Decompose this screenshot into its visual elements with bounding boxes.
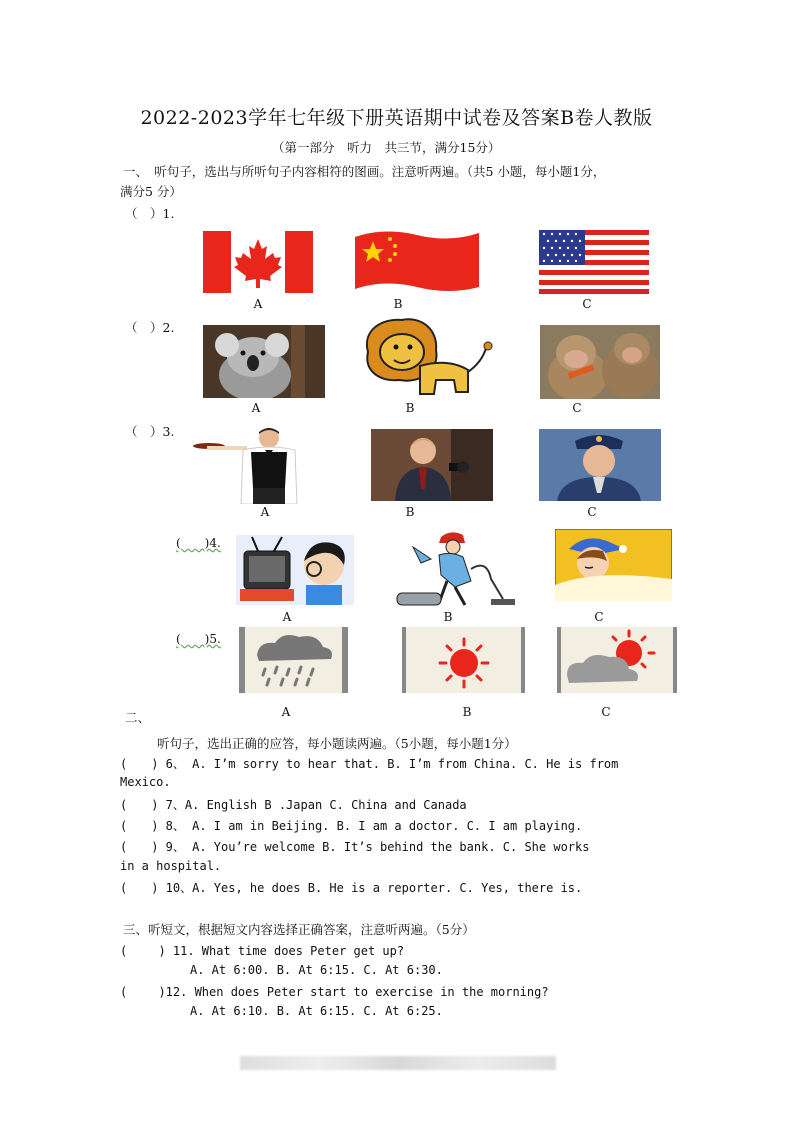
q3-option-b-label: B	[405, 505, 415, 519]
boy-watching-tv-image	[236, 531, 354, 605]
question-6: ( ) 6、 A. I’m sorry to hear that. B. I’m from China. C. He is from	[120, 757, 619, 771]
q4-option-b-label: B	[443, 610, 453, 624]
section1-instruction-line2: 满分5 分）	[120, 184, 182, 199]
question-5-label: ( )5.	[176, 632, 221, 646]
question-12-options: A. At 6:10. B. At 6:15. C. At 6:25.	[190, 1004, 443, 1018]
waiter-image	[193, 426, 315, 504]
q4-option-c-label: C	[594, 610, 604, 624]
page-title: 2022-2023学年七年级下册英语期中试卷及答案B卷人教版	[140, 107, 653, 129]
q1-option-a-label: A	[253, 297, 263, 311]
section3-instruction: 三、听短文，根据短文内容选择正确答案，注意听两遍。（5分）	[123, 922, 475, 937]
lion-cartoon-image	[358, 314, 506, 400]
police-officer-image	[539, 429, 661, 501]
monkeys-image	[540, 325, 660, 399]
koala-image	[203, 325, 325, 398]
question-11-options: A. At 6:00. B. At 6:15. C. At 6:30.	[190, 963, 443, 977]
question-2-label: （ ）2.	[125, 320, 175, 335]
footer-watermark	[240, 1056, 556, 1070]
part-header: （第一部分 听力 共三节，满分15分）	[272, 140, 501, 155]
question-11: ( ) 11. What time does Peter get up?	[120, 944, 405, 958]
q5-option-b-label: B	[462, 705, 472, 719]
section2-number: 二、	[125, 710, 151, 725]
person-vacuuming-image	[391, 529, 519, 609]
question-6-continued: Mexico.	[120, 775, 171, 789]
q2-option-b-label: B	[405, 401, 415, 415]
q5-option-c-label: C	[601, 705, 611, 719]
question-1-label: （ ）1.	[125, 206, 175, 221]
q2-option-a-label: A	[251, 401, 261, 415]
usa-flag-image	[539, 230, 649, 294]
section2-instruction: 听句子，选出正确的应答，每小题读两遍。（5小题，每小题1分）	[157, 736, 517, 751]
q1-option-b-label: B	[393, 297, 403, 311]
question-7: ( ) 7、A. English B .Japan C. China and Canada	[120, 798, 467, 812]
question-10: ( ) 10、A. Yes, he does B. He is a reporter. C. Yes, there is.	[120, 881, 583, 895]
question-8: ( ) 8、 A. I am in Beijing. B. I am a doctor. C. I am playing.	[120, 819, 583, 833]
question-3-label: （ ）3.	[125, 424, 175, 439]
rain-weather-image	[239, 627, 348, 693]
reporter-image	[371, 429, 493, 501]
sunny-weather-image	[402, 627, 525, 693]
q4-option-a-label: A	[282, 610, 292, 624]
question-9: ( ) 9、 A. You’re welcome B. It’s behind the bank. C. She works	[120, 840, 590, 854]
question-4-label: ( )4.	[176, 536, 221, 550]
china-flag-image	[353, 229, 481, 295]
q3-option-c-label: C	[587, 505, 597, 519]
q5-option-a-label: A	[281, 705, 291, 719]
question-12: ( )12. When does Peter start to exercise in the morning?	[120, 985, 549, 999]
boy-sleeping-image	[555, 529, 672, 601]
question-9-continued: in a hospital.	[120, 859, 222, 873]
section1-instruction-line1: 一、 听句子，选出与所听句子内容相符的图画。注意听两遍。（共5 小题，每小题1分，	[123, 164, 606, 179]
q2-option-c-label: C	[572, 401, 582, 415]
canada-flag-image	[203, 231, 313, 293]
partly-cloudy-weather-image	[557, 627, 677, 693]
q1-option-c-label: C	[582, 297, 592, 311]
q3-option-a-label: A	[260, 505, 270, 519]
